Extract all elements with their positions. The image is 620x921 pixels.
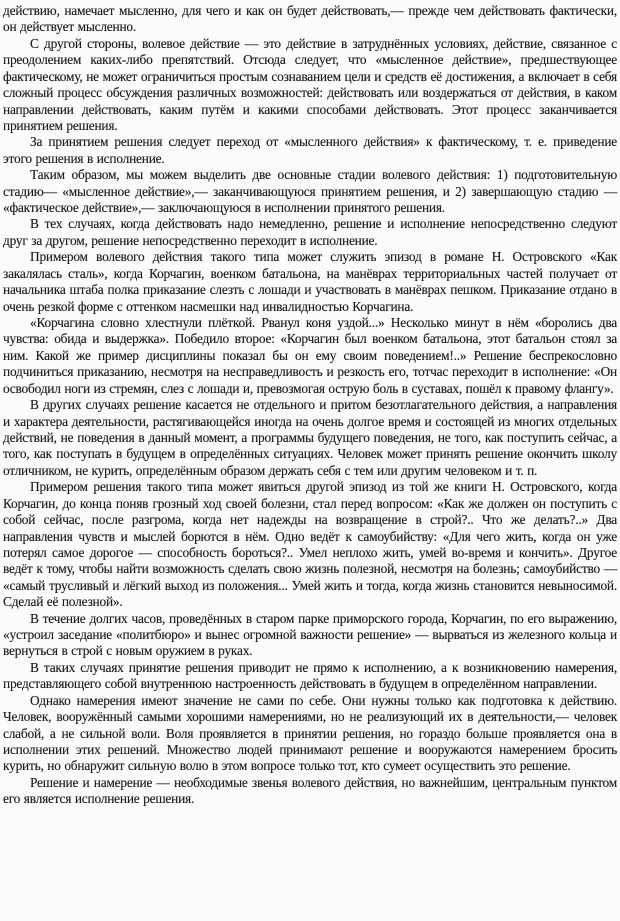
paragraph: С другой стороны, волевое действие — это действие в затруднённых условиях, действие, связанное с преодолением каких-либо препятствий. Отсюда следует, что «мысленное действие», предшествующее фактическому, не может ограничиться простым сознаванием цели и средств её достижения, а включает в себя сложный процесс обсуждения различных возможностей: действовать или воздержаться от действия, в каком направлении действовать, каким путём и какими способами действовать. Этот процесс заканчивается принятием решения. xyxy=(3,35,617,133)
paragraph: За принятием решения следует переход от «мысленного действия» к фактическому, т. е. приведение этого решения в исполнение. xyxy=(3,134,617,166)
paragraph: Примером решения такого типа может явиться другой эпизод из той же книги Н. Островского, когда Корчагин, до конца поняв грозный ход своей болезни, стал перед вопросом: «Как же должен он поступить с собой сейчас, после разгрома, когда нет надежды на возвращение в строй?.. Что же делать?..» Два направления чувств и мыслей борются в нём. Одно ведёт к самоубийству: «Для чего жить, когда он уже потерял самое дорогое — способность бороться?.. Умел неплохо жить, умей во-время и кончить». Другое ведёт к тому, чтобы найти возможность сделать свою жизнь полезной, несмотря на болезнь; самоубийство — «самый трусливый и лёгкий выход из положения... Умей жить и тогда, когда жизнь становится невыносимой. Сделай её полезной». xyxy=(3,479,617,610)
paragraph: В тех случаях, когда действовать надо немедленно, решение и исполнение непосредственно следуют друг за другом, решение непосредственно переходит в исполнение. xyxy=(3,216,617,248)
paragraph-continuation: действию, намечает мысленно, для чего и как он будет действовать,— прежде чем действовать фактически, он действует мысленно. xyxy=(3,3,617,35)
paragraph: В таких случаях принятие решения приводит не прямо к исполнению, а к возникновению намерения, представляющего собой внутреннюю настроенность действовать в будущем в определённом направлении. xyxy=(3,659,617,692)
paragraph: В течение долгих часов, проведённых в старом парке приморского города, Корчагин, по его выражению, «устроил заседание «политбюро» и вынес огромной важности решение» — вырваться из железного кольца и вернуться в строй с новым оружием в руках. xyxy=(3,610,617,659)
paragraph: В других случаях решение касается не отдельного и притом безотлагательного действия, а направления и характера деятельности, растягивающейся иногда на очень долгое время и состоящей из многих отдельных действий, не поведения в данный момент, а программы будущего поведения, не того, как поступить сейчас, а того, как поступать в будущем в определённых ситуациях. Человек может принять решение окончить школу отличником, не курить, определённым образом держать себя с тем или другим человеком и т. п. xyxy=(3,397,617,478)
paragraph: Таким образом, мы можем выделить две основные стадии волевого действия: 1) подготовительную стадию— «мысленное действие»,— заканчивающуюся принятием решения, и 2) завершающую стадию — «фактическое действие»,— заключающуюся в исполнении принятого решения. xyxy=(3,167,617,216)
paragraph: «Корчагина словно хлестнули плёткой. Рванул коня уздой...» Несколько минут в нём «боролись два чувства: обида и выдержка». Победило второе: «Корчагин был военком батальона, этот батальон стоял за ним. Какой же пример дисциплины показал бы он ему своим поведением!..» Решение беспрекословно подчиниться приказанию, несмотря на несправедливость и резкость его, тотчас переходит в исполнение: «Он освободил ноги из стремян, слез с лошади и, превозмогая острую боль в суставах, пошёл к правому флангу». xyxy=(3,315,617,396)
paragraph: Примером волевого действия такого типа может служить эпизод в романе Н. Островского «Как закалялась сталь», когда Корчагин, военком батальона, на манёврах территориальных частей получает от начальника штаба полка приказание слезть с лошади и участвовать в манёврах пешком. Приказание отдано в очень резкой форме с оттенком насмешки над инвалидностью Корчагина. xyxy=(3,249,617,314)
paragraph: Однако намерения имеют значение не сами по себе. Они нужны только как подготовка к действию. Человек, вооружённый самыми хорошими намерениями, но не реализующий их в деятельности,— человек слабой, а не сильной воли. Воля проявляется в принятии решения, но гораздо больше проявляется она в исполнении этих решений. Множество людей принимают решение и вооружаются намерением бросить курить, но обнаружит сильную волю в этом вопросе только тот, кто сумеет осуществить это решение. xyxy=(3,692,617,774)
paragraph: Решение и намерение — необходимые звенья волевого действия, но важнейшим, центральным пунктом его является исполнение решения. xyxy=(3,774,617,807)
